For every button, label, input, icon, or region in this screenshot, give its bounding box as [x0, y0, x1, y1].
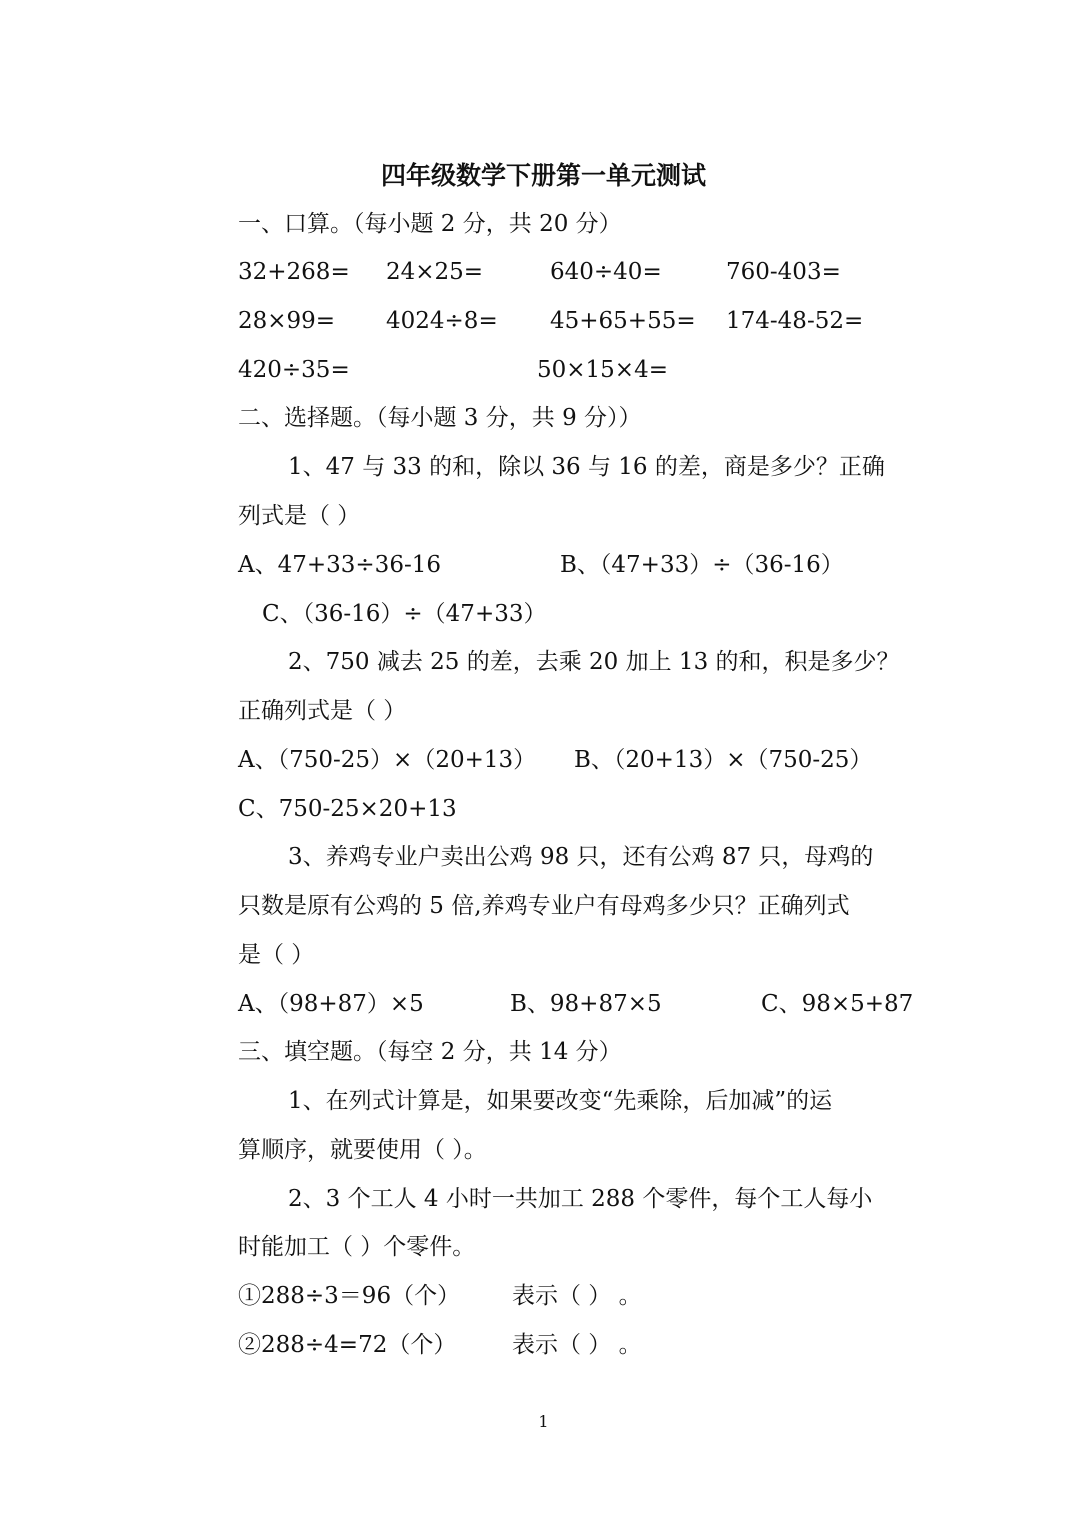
- mental-math-row-3: [238, 350, 908, 390]
- fill-q2-line-1: 2、3 个工人 4 小时一共加工 288 个零件，每个工人每小: [288, 1186, 873, 1212]
- q3-options: [238, 984, 914, 1024]
- q1-line-1: 1、47 与 33 的和，除以 36 与 16 的差，商是多少？正确: [288, 454, 885, 480]
- mental-math-row-1: [238, 252, 908, 292]
- q1-line-2: 列式是（ ）: [238, 503, 361, 529]
- problem-3: 640÷40=: [550, 259, 662, 285]
- q1-option-b: B、（47+33）÷（36-16）: [560, 552, 844, 578]
- sub1-expression: ①288÷3＝96（个）: [238, 1283, 461, 1309]
- problem-1: 32+268=: [238, 259, 350, 285]
- q3-line-1: 3、养鸡专业户卖出公鸡 98 只，还有公鸡 87 只，母鸡的: [288, 844, 874, 870]
- problem-7: 45+65+55=: [550, 308, 696, 334]
- section2-heading: 二、选择题。（每小题 3 分，共 9 分））: [238, 405, 642, 431]
- document-title: 四年级数学下册第一单元测试: [380, 161, 706, 190]
- sub1-blank: 表示（ ） 。: [512, 1283, 642, 1309]
- mental-math-row-2: [238, 301, 908, 341]
- page-number: 1: [538, 1412, 549, 1431]
- section3-heading: 三、填空题。（每空 2 分，共 14 分）: [238, 1039, 622, 1065]
- fill-q2-sub-2: [238, 1325, 908, 1365]
- fill-q1-line-1: 1、在列式计算是，如果要改变“先乘除，后加减”的运: [288, 1088, 833, 1114]
- sub2-blank: 表示（ ） 。: [512, 1332, 642, 1358]
- q3-option-a: A、（98+87）×5: [238, 991, 424, 1017]
- section1-heading: 一、口算。（每小题 2 分，共 20 分）: [238, 211, 622, 237]
- fill-q2-line-2: 时能加工（ ）个零件。: [238, 1234, 476, 1260]
- q1-options-ab: [238, 545, 908, 585]
- q1-option-a: A、47+33÷36-16: [238, 552, 441, 578]
- q3-option-c: C、98×5+87: [761, 991, 914, 1017]
- q2-line-2: 正确列式是（ ）: [238, 698, 407, 724]
- problem-5: 28×99=: [238, 308, 336, 334]
- problem-10: 50×15×4=: [537, 357, 668, 383]
- q2-options-ab: [238, 740, 908, 780]
- fill-q2-sub-1: [238, 1276, 908, 1316]
- q3-line-2: 只数是原有公鸡的 5 倍,养鸡专业户有母鸡多少只？正确列式: [238, 893, 850, 919]
- q1-option-c: C、（36-16）÷（47+33）: [262, 601, 547, 627]
- q3-option-b: B、98+87×5: [510, 991, 662, 1017]
- q3-line-3: 是（ ）: [238, 942, 315, 968]
- q2-option-c: C、750-25×20+13: [238, 796, 457, 822]
- fill-q1-line-2: 算顺序，就要使用（ ）。: [238, 1137, 487, 1163]
- problem-6: 4024÷8=: [386, 308, 498, 334]
- problem-8: 174-48-52=: [726, 308, 864, 334]
- q2-option-b: B、（20+13）×（750-25）: [574, 747, 873, 773]
- problem-9: 420÷35=: [238, 357, 350, 383]
- problem-4: 760-403=: [726, 259, 841, 285]
- problem-2: 24×25=: [386, 259, 484, 285]
- q2-line-1: 2、750 减去 25 的差，去乘 20 加上 13 的和，积是多少？: [288, 649, 900, 675]
- sub2-expression: ②288÷4=72（个）: [238, 1332, 457, 1358]
- q2-option-a: A、（750-25）×（20+13）: [238, 747, 537, 773]
